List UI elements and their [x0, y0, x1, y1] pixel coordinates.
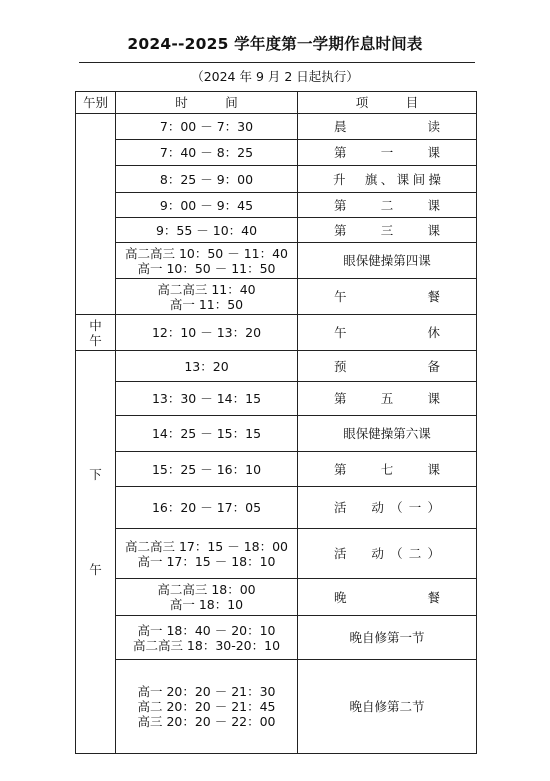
period-afternoon — [76, 351, 116, 754]
time-cell — [116, 579, 298, 616]
time-text: 14：25 － 15：15 — [151, 426, 262, 441]
table-row — [76, 166, 477, 193]
time-cell — [116, 382, 298, 416]
item-cell: 第 一 课 — [298, 140, 477, 166]
time-text: 高一 20：20 － 21：30 — [137, 684, 276, 699]
time-cell — [116, 416, 298, 452]
item-cell: 眼保健操第六课 — [298, 416, 477, 452]
time-text: 12：10 － 13：20 — [151, 325, 262, 340]
header-row — [76, 92, 477, 114]
time-text: 16：20 － 17：05 — [151, 500, 262, 515]
table-row — [76, 279, 477, 315]
time-cell — [116, 279, 298, 315]
item-cell: 眼保健操第四课 — [298, 243, 477, 279]
time-text: 高一 18：40 － 20：10 — [137, 622, 276, 638]
effective-date: （2024 年 9 月 2 日起执行） — [191, 69, 359, 84]
table-row — [76, 315, 477, 351]
time-text: 高一 10：50 － 11：50 — [137, 260, 276, 276]
item-cell: 升 旗、课间操 — [298, 166, 477, 193]
time-cell — [116, 616, 298, 660]
time-text: 13：20 — [184, 358, 229, 374]
time-text: 9：00 － 9：45 — [159, 197, 254, 213]
item-cell: 第 五 课 — [298, 382, 477, 416]
table-row — [76, 452, 477, 487]
item-cell: 午 餐 — [298, 279, 477, 315]
item-cell: 第 三 课 — [298, 218, 477, 243]
table-row — [76, 243, 477, 279]
item-cell: 第 二 课 — [298, 193, 477, 218]
time-text: 高二高三 10：50 － 11：40 — [124, 245, 289, 261]
header-time: 时 间 — [116, 92, 298, 114]
time-text: 高二高三 17：15 － 18：00 — [124, 538, 289, 554]
item-cell: 午 休 — [298, 315, 477, 351]
table-row — [76, 140, 477, 166]
page-title: 2024--2025 学年度第一学期作息时间表 — [127, 35, 423, 53]
item-cell: 晚自修第一节 — [298, 616, 477, 660]
time-cell — [116, 529, 298, 579]
time-cell — [116, 243, 298, 279]
time-text: 7：40 － 8：25 — [159, 145, 254, 160]
period-afternoon-char: 午 — [89, 562, 102, 577]
time-cell — [116, 114, 298, 140]
item-cell: 预 备 — [298, 351, 477, 382]
time-text: 15：25 － 16：10 — [151, 461, 262, 477]
item-cell: 第 七 课 — [298, 452, 477, 487]
time-text: 高三 20：20 － 22：00 — [137, 714, 276, 729]
schedule-table — [75, 91, 477, 754]
time-text: 高二高三 18：00 — [157, 582, 256, 597]
item-cell: 晚 餐 — [298, 579, 477, 616]
item-cell: 活 动（二） — [298, 529, 477, 579]
table-row — [76, 616, 477, 660]
time-text: 13：30 － 14：15 — [151, 391, 262, 406]
time-cell — [116, 193, 298, 218]
table-row — [76, 579, 477, 616]
title-divider — [79, 62, 475, 63]
time-cell — [116, 140, 298, 166]
time-cell — [116, 218, 298, 243]
time-text: 高一 17：15 － 18：10 — [137, 553, 276, 569]
item-cell: 活 动（一） — [298, 487, 477, 529]
time-text: 7：00 － 7：30 — [159, 119, 254, 134]
table-row — [76, 487, 477, 529]
time-cell — [116, 166, 298, 193]
time-text: 高二高三 18：30-20：10 — [132, 637, 281, 653]
table-row — [76, 529, 477, 579]
table-row — [76, 416, 477, 452]
time-cell — [116, 315, 298, 351]
table-row — [76, 660, 477, 754]
table-row — [76, 382, 477, 416]
table-row — [76, 193, 477, 218]
table-row — [76, 114, 477, 140]
time-cell — [116, 351, 298, 382]
item-cell: 晨 读 — [298, 114, 477, 140]
period-afternoon-char: 下 — [89, 467, 102, 482]
time-text: 高二高三 11：40 — [157, 281, 256, 297]
time-text: 高二 20：20 － 21：45 — [137, 699, 276, 714]
header-item: 项 目 — [298, 92, 477, 114]
item-cell: 晚自修第二节 — [298, 660, 477, 754]
time-text: 9：55 － 10：40 — [155, 222, 258, 238]
time-text: 8：25 － 9：00 — [159, 171, 254, 187]
period-noon-char: 午 — [89, 332, 102, 348]
time-cell — [116, 660, 298, 754]
period-morning — [76, 114, 116, 315]
time-cell — [116, 487, 298, 529]
table-row — [76, 218, 477, 243]
period-noon — [76, 315, 116, 351]
period-noon-char: 中 — [89, 317, 102, 333]
header-period: 午别 — [76, 92, 116, 114]
time-cell — [116, 452, 298, 487]
time-text: 高一 18：10 — [169, 597, 244, 612]
time-text: 高一 11：50 — [169, 296, 244, 312]
table-row — [76, 351, 477, 382]
